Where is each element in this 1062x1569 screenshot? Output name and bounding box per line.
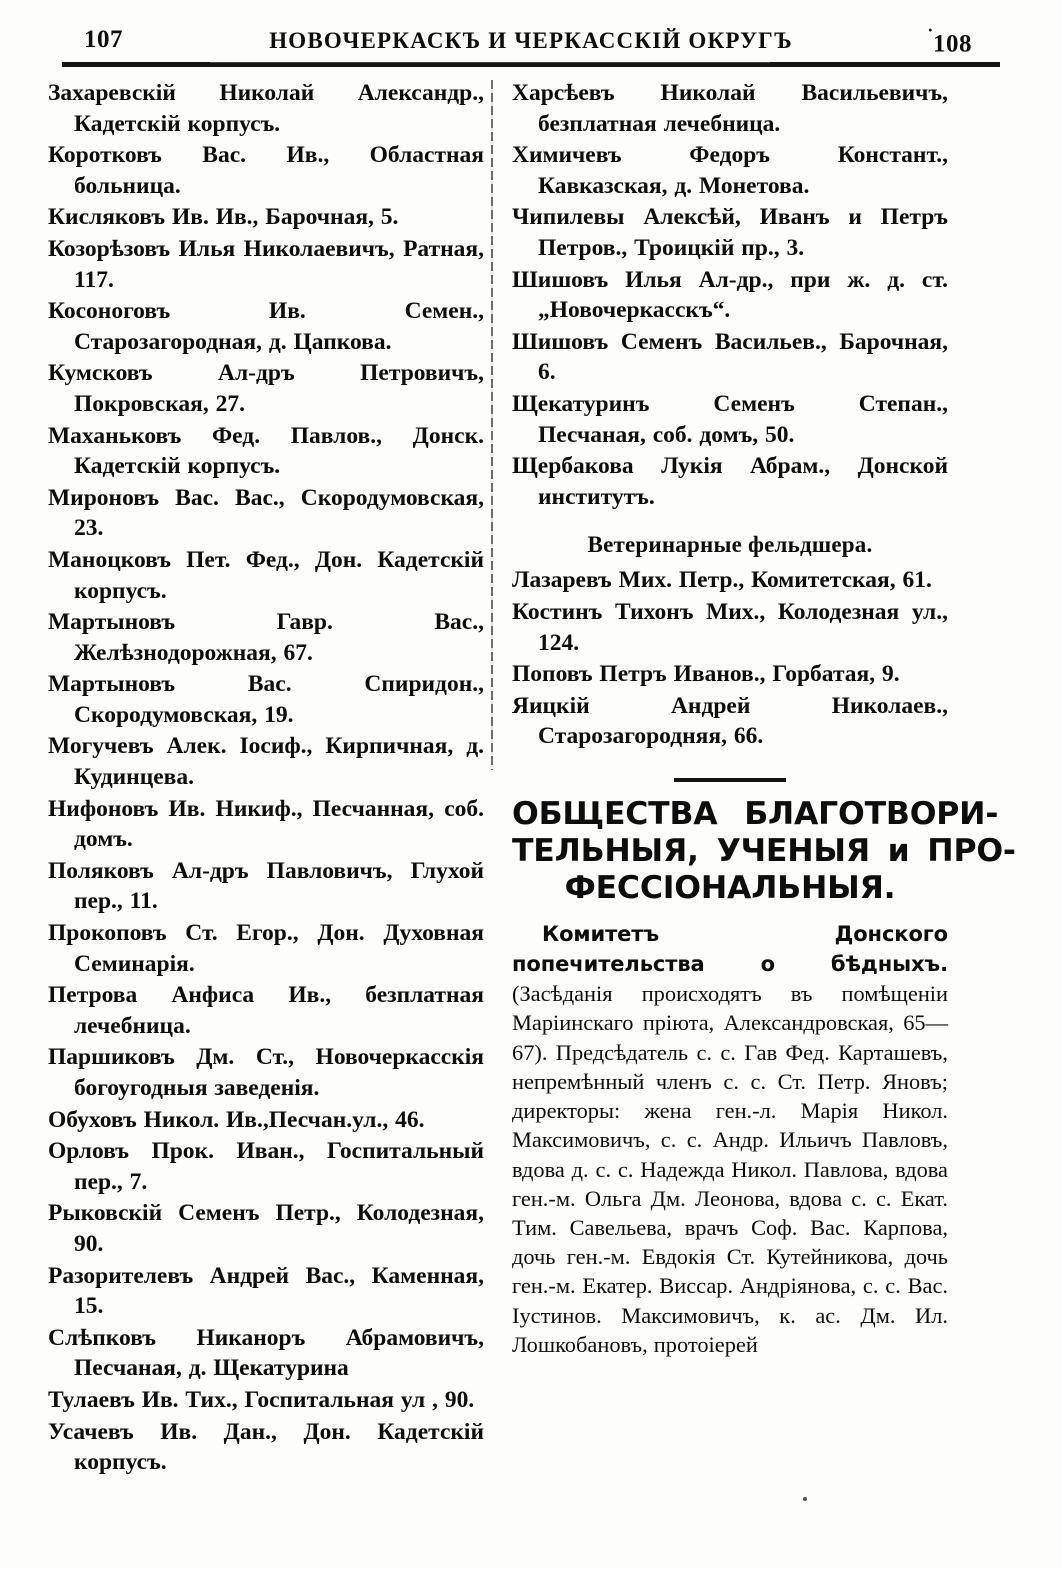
list-item: Рыковскій Семенъ Петр., Колодезная, 90. bbox=[48, 1200, 484, 1257]
list-item: Костинъ Тихонъ Мих., Колодезная ул., 124. bbox=[512, 598, 948, 656]
folio-right bbox=[927, 26, 972, 58]
list-item: Коротковъ Вас. Ив., Областная больница. bbox=[48, 142, 484, 199]
left-column bbox=[48, 78, 484, 1479]
header-rule bbox=[62, 62, 1000, 67]
list-item: Захаревскій Николай Александр., Кадетскій корпусъ. bbox=[48, 80, 484, 137]
right-column bbox=[512, 78, 1016, 1359]
list-item: Яицкій Андрей Николаев., Старозагородняя, 66. bbox=[512, 692, 948, 750]
committee-paragraph-body: (Засѣданія происходятъ въ помѣщеніи Маріинскаго пріюта, Александровская, 65—67). Предсѣдатель с. с. Гав Фед. Карташевъ, непремѣнный членъ с. с. Ст. Петр. Яновъ; директоры: жена ген.-л. Марія Никол. Максимовичъ, с. с. Андр. Ильичъ Павловъ, вдова д. с. с. Надежда Никол. Павлова, вдова ген.-м. Ольга Дм. Леонова, вдова с. с. Екат. Тим. Савельева, врачъ Соф. Вас. Карпова, дочь ген.-м. Евдокія Ст. Кутейникова, дочь ген.-м. Екатер. Виссар. Андріянова, с. с. Вас. Іустинов. Максимовичъ, к. ас. Дм. Ил. Лошкобановъ, протоіерей bbox=[512, 981, 948, 1357]
list-item: Обуховъ Никол. Ив.,Песчан.ул., 46. bbox=[48, 1106, 425, 1133]
list-item: Козорѣзовъ Илья Николаевичъ, Ратная, 117. bbox=[48, 235, 484, 293]
list-item: Маноцковъ Пет. Фед., Дон. Кадетскій корпусъ. bbox=[48, 546, 484, 604]
committee-paragraph-lede: Комитетъ Донского попечительства о бѣдныхъ. bbox=[512, 921, 948, 977]
list-item: Щербакова Лукія Абрам., Донской институтъ. bbox=[512, 453, 948, 510]
column-divider bbox=[491, 80, 493, 770]
list-item: Прокоповъ Ст. Егор., Дон. Духовная Семинарія. bbox=[48, 920, 484, 977]
two-column-body bbox=[0, 78, 1062, 1548]
list-item: Химичевъ Федоръ Констант., Кавказская, д. Монетова. bbox=[512, 142, 948, 199]
list-item: Чипилевы Алексѣй, Иванъ и Петръ Петров., Троицкій пр., 3. bbox=[512, 204, 948, 261]
list-item: Мироновъ Вас. Вас., Скородумовская, 23. bbox=[48, 484, 484, 542]
list-item: Усачевъ Ив. Дан., Дон. Кадетскій корпусъ. bbox=[48, 1418, 484, 1476]
running-title: НОВОЧЕРКАСКЪ И ЧЕРКАССКІЙ ОКРУГЪ bbox=[269, 28, 793, 53]
major-section-title-line-2: ТЕЛЬНЫЯ, УЧЕНЫЯ и ПРО- bbox=[512, 832, 1016, 869]
list-item: Шишовъ Илья Ал-др., при ж. д. ст. „Новочеркасскъ“. bbox=[512, 266, 948, 324]
page-header bbox=[62, 22, 1000, 66]
list-item: Поповъ Петръ Иванов., Горбатая, 9. bbox=[512, 661, 900, 688]
list-item: Поляковъ Ал-дръ Павловичъ, Глухой пер., 11. bbox=[48, 857, 484, 915]
list-item: Разорителевъ Андрей Вас., Каменная, 15. bbox=[48, 1262, 484, 1320]
list-item: Паршиковъ Дм. Ст., Новочеркасскія богоугодныя заведенія. bbox=[48, 1044, 484, 1101]
committee-paragraph bbox=[512, 919, 948, 1359]
list-item: Щекатуринъ Семенъ Степан., Песчаная, соб. домъ, 50. bbox=[512, 390, 948, 448]
list-item: Харсѣевъ Николай Васильевичъ, безплатная лечебница. bbox=[512, 80, 948, 137]
section-heading-veterinary: Ветеринарные фельдшера. bbox=[587, 532, 873, 558]
folio-tick-mark: ˙ bbox=[927, 26, 934, 47]
folio-right-number: 108 bbox=[933, 30, 972, 58]
list-item: Косоноговъ Ив. Семен., Старозагородная, д. Цапкова. bbox=[48, 298, 484, 355]
list-item: Кисляковъ Ив. Ив., Барочная, 5. bbox=[48, 204, 399, 231]
list-item: Нифоновъ Ив. Никиф., Песчанная, соб. домъ. bbox=[48, 795, 484, 853]
major-section-title-line-1: ОБЩЕСТВА БЛАГОТВОРИ- bbox=[512, 795, 999, 832]
scan-speck bbox=[803, 1497, 807, 1501]
list-item: Лазаревъ Мих. Петр., Комитетская, 61. bbox=[512, 567, 932, 594]
major-section-title-line-3: ФЕССІОНАЛЬНЫЯ. bbox=[564, 869, 896, 906]
list-item: Шишовъ Семенъ Васильев., Барочная, 6. bbox=[512, 328, 948, 386]
list-item: Орловъ Прок. Иван., Госпитальный пер., 7. bbox=[48, 1138, 484, 1195]
list-item: Мартыновъ Гавр. Вас., Желѣзнодорожная, 67. bbox=[48, 609, 484, 666]
list-item: Могучевъ Алек. Іосиф., Кирпичная, д. Кудинцева. bbox=[48, 733, 484, 791]
folio-left: 107 bbox=[84, 26, 123, 53]
list-item: Петрова Анфиса Ив., безплатная лечебница. bbox=[48, 982, 484, 1039]
list-item: Слѣпковъ Никаноръ Абрамовичъ, Песчаная, д. Щекатурина bbox=[48, 1324, 484, 1382]
list-item: Мартыновъ Вас. Спиридон., Скородумовская, 19. bbox=[48, 671, 484, 728]
list-item: Кумсковъ Ал-дръ Петровичъ, Покровская, 27. bbox=[48, 360, 484, 417]
section-break-rule bbox=[674, 778, 786, 782]
list-item: Маханьковъ Фед. Павлов., Донск. Кадетскій корпусъ. bbox=[48, 422, 484, 480]
list-item: Тулаевъ Ив. Тих., Госпитальная ул , 90. bbox=[48, 1386, 475, 1413]
major-section-title bbox=[512, 795, 1016, 907]
